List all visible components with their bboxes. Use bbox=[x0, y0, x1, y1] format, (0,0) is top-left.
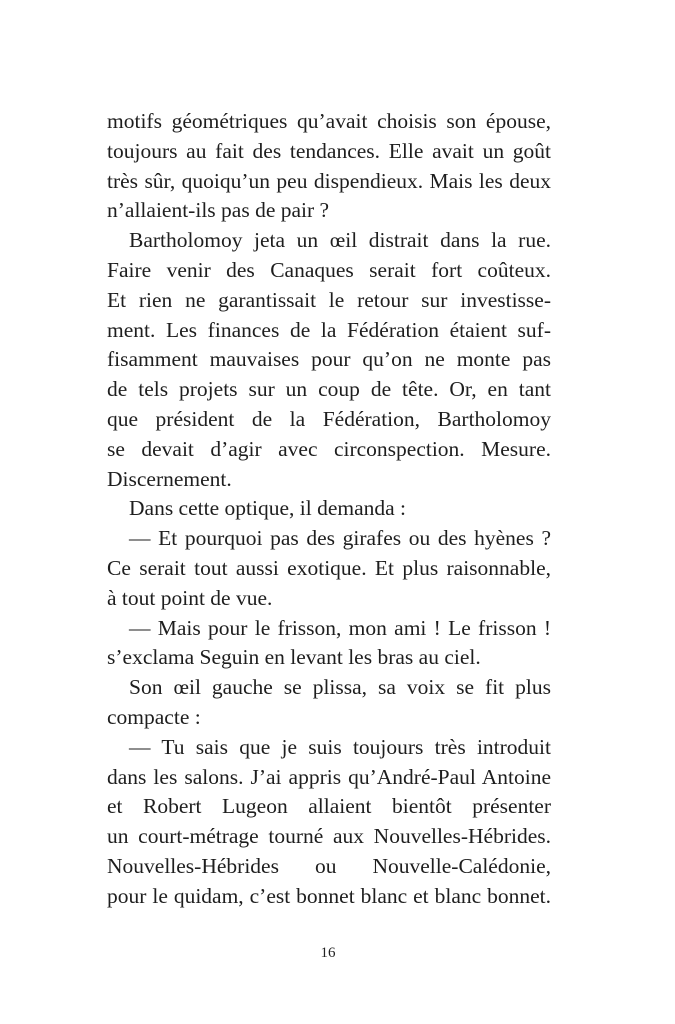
text-line: Bartholomoy jeta un œil distrait dans la rue. bbox=[129, 228, 551, 253]
text-line: et Robert Lugeon allaient bientôt présenter bbox=[107, 794, 551, 819]
text-line: — Tu sais que je suis toujours très introduit bbox=[129, 734, 551, 759]
text-line: Son œil gauche se plissa, sa voix se fit plus bbox=[129, 675, 551, 700]
text-line: de tels projets sur un coup de tête. Or, en tant bbox=[107, 377, 551, 402]
text-line: Faire venir des Canaques serait fort coûteux. bbox=[107, 257, 551, 282]
text-line: n’allaient-ils pas de pair ? bbox=[107, 198, 330, 223]
text-line: Et rien ne garantissait le retour sur investisse- bbox=[107, 287, 551, 312]
text-line: ment. Les finances de la Fédération étaient suf- bbox=[107, 317, 551, 342]
text-line: que président de la Fédération, Bartholomoy bbox=[107, 406, 551, 431]
text-line: un court-métrage tourné aux Nouvelles-Hébrides. bbox=[107, 824, 551, 849]
text-line: Nouvelles-Hébrides ou Nouvelle-Calédonie, bbox=[107, 853, 551, 878]
page-number: 16 bbox=[320, 945, 336, 961]
text-line: Discernement. bbox=[107, 466, 232, 491]
text-line: compacte : bbox=[107, 704, 201, 729]
text-line: pour le quidam, c’est bonnet blanc et blanc bonnet. bbox=[107, 883, 551, 908]
text-line: toujours au fait des tendances. Elle avait un goût bbox=[107, 138, 551, 163]
text-line: Ce serait tout aussi exotique. Et plus raisonnable, bbox=[107, 555, 551, 580]
text-line: fisamment mauvaises pour qu’on ne monte pas bbox=[107, 347, 551, 372]
text-line: — Mais pour le frisson, mon ami ! Le frisson ! bbox=[129, 615, 551, 640]
text-line: — Et pourquoi pas des girafes ou des hyènes ? bbox=[129, 526, 551, 551]
text-line: s’exclama Seguin en levant les bras au ciel. bbox=[107, 645, 481, 670]
text-line: se devait d’agir avec circonspection. Mesure. bbox=[107, 436, 551, 461]
body-text bbox=[107, 107, 551, 912]
text-line: très sûr, quoiqu’un peu dispendieux. Mais les deux bbox=[107, 168, 551, 193]
text-line: à tout point de vue. bbox=[107, 585, 273, 610]
text-line: motifs géométriques qu’avait choisis son épouse, bbox=[107, 109, 551, 133]
text-line: Dans cette optique, il demanda : bbox=[129, 496, 407, 521]
text-line: dans les salons. J’ai appris qu’André-Paul Antoine bbox=[107, 764, 551, 789]
